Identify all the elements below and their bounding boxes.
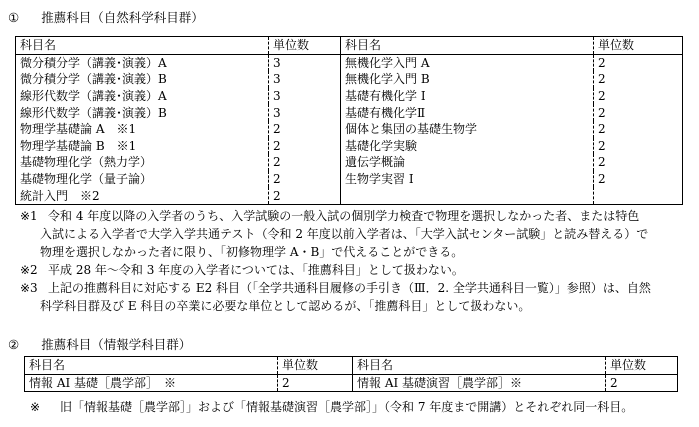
footnote-line: 上記の推薦科目に対応する E2 科目（「全学共通科目履修の手引き（Ⅲ．2. 全学共通科目一覧）」参照）は、自然 [48,281,651,295]
section2-title: 推薦科目（情報学科目群） [41,337,192,352]
subject-cell: 微分積分学（講義･演義）A [20,55,167,70]
header-subject-right: 科目名 [353,357,606,375]
table-row [16,121,683,138]
credits-cell: 3 [269,71,341,88]
table-row [16,138,683,155]
credits-cell [594,187,683,204]
subject-cell: 基礎物理化学（量子論） [20,172,153,187]
header-subject-right: 科目名 [341,37,594,55]
header-credits-left: 単位数 [269,37,341,55]
credits-cell: 2 [594,54,683,71]
footnote-mark: ※1 [20,209,38,223]
credits-cell: 2 [269,121,341,138]
table-header-row [25,357,678,375]
footnote-1-line-3 [40,244,463,262]
footnote-mark: ※2 [20,263,38,277]
footnote-3-line-2 [40,298,530,316]
credits-cell: 2 [594,138,683,155]
header-subject-left: 科目名 [16,37,269,55]
header-credits-right: 単位数 [606,357,678,375]
information-science-table [24,356,678,392]
subject-cell: 物理学基礎論 B ※1 [20,138,137,153]
subject-cell: 微分積分学（講義･演義）B [20,72,167,87]
credits-cell: 2 [594,88,683,105]
subject-cell: 線形代数学（講義･演義）A [20,89,167,104]
table-header-row [16,37,683,55]
header-credits-right: 単位数 [594,37,683,55]
table-row [16,88,683,105]
credits-cell: 2 [269,187,341,204]
footnote-1-line-2 [40,226,648,244]
header-credits-left: 単位数 [278,357,353,375]
credits-cell: 3 [269,54,341,71]
table-row [16,71,683,88]
credits-cell: 2 [594,154,683,171]
section2-heading [8,335,191,353]
credits-cell: 2 [278,374,353,392]
table-row [16,154,683,171]
subject-cell [341,187,594,204]
header-subject-left: 科目名 [25,357,278,375]
subject-cell: 物理学基礎論 A ※1 [20,122,137,137]
subject-cell: 基礎物理化学（熱力学） [20,155,153,170]
footnote-line: 物理を選択しなかった者に限り、「初修物理学 A・B」で代えることができる。 [40,245,464,259]
subject-cell: 遺伝学概論 [345,155,406,170]
subject-cell: 基礎有機化学 I [345,89,426,104]
subject-cell: 無機化学入門 A [345,55,430,70]
footnote-line: 科学科目群及び E 科目の卒業に必要な単位として認めるが、「推薦科目」として扱わない。 [40,299,531,313]
credits-cell: 2 [594,71,683,88]
subject-cell: 情報 AI 基礎［農学部］ ※ [29,375,177,390]
table-row [25,374,678,392]
section1-number: ① [8,10,20,25]
table-row [16,187,683,204]
section1-heading [8,8,204,26]
subject-cell: 基礎化学実験 [345,138,418,153]
credits-cell: 2 [594,104,683,121]
table-row [16,171,683,188]
credits-cell: 3 [269,104,341,121]
subject-cell: 線形代数学（講義･演義）B [20,105,167,120]
credits-cell: 2 [594,121,683,138]
credits-cell: 2 [269,171,341,188]
credits-cell: 2 [594,171,683,188]
subject-cell: 情報 AI 基礎演習［農学部］※ [357,375,523,390]
credits-cell: 2 [269,138,341,155]
footnote-mark: ※3 [20,281,38,295]
subject-cell: 基礎有機化学Ⅱ [345,105,426,120]
subject-cell: 無機化学入門 B [345,72,430,87]
subject-cell: 個体と集団の基礎生物学 [345,122,478,137]
footnote-line: 旧「情報基礎［農学部］」および「情報基礎演習［農学部］」（令和 7 年度まで開講）とそれぞれ同一科目。 [60,400,634,414]
footnote-mark: ※ [30,400,41,414]
credits-cell: 2 [269,154,341,171]
footnote-line: 平成 28 年～令和 3 年度の入学者については、「推薦科目」として扱わない。 [48,263,464,277]
credits-cell: 2 [606,374,678,392]
subject-cell: 統計入門 ※2 [20,188,100,203]
footnote-line: 入試による入学者で大学入学共通テスト（令和 2 年度以前入学者は、「大学入試センター試験」と読み替える）で [40,227,649,241]
credits-cell: 3 [269,88,341,105]
table-row [16,54,683,71]
section2-number: ② [8,337,20,352]
subject-cell: 生物学実習 I [345,172,414,187]
natural-science-table [15,36,683,205]
section1-title: 推薦科目（自然科学科目群） [41,10,204,25]
footnote-line: 令和 4 年度以降の入学者のうち、入学試験の一般入試の個別学力検査で物理を選択しなかった者、または特色 [48,209,640,223]
table-row [16,104,683,121]
